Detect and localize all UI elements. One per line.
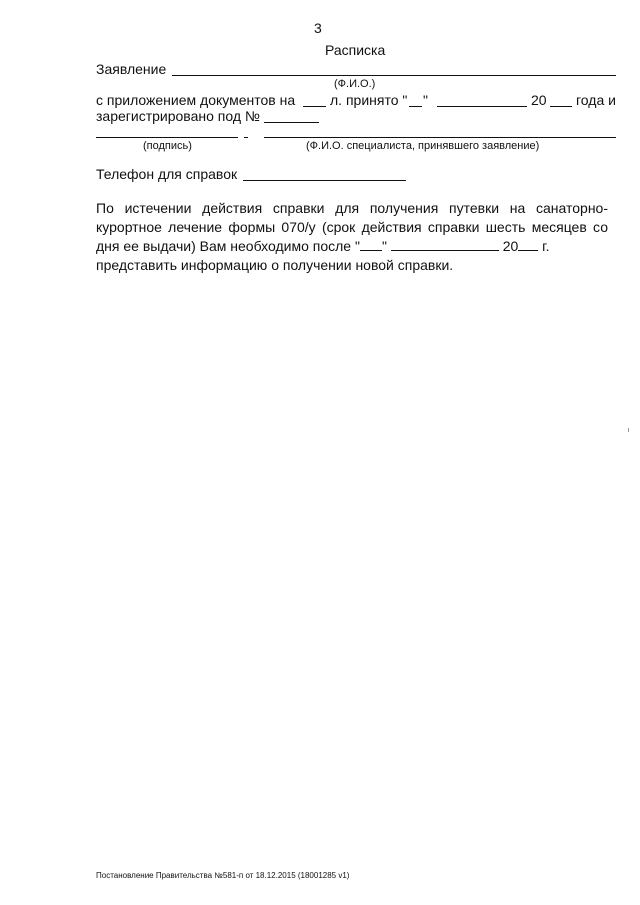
scan-mark [628,428,629,432]
specialist-caption: (Ф.И.О. специалиста, принявшего заявление) [306,140,540,152]
registered-label: зарегистрировано под № [96,108,260,124]
sheets-count-line [303,106,326,107]
fio-caption: (Ф.И.О.) [334,78,376,90]
registration-number-line [264,122,319,123]
notice-day-line [360,238,382,251]
notice-line-4: представить информацию о получении новой справки. [96,257,454,273]
accepted-year-prefix: 20 [531,92,547,108]
phone-line [243,180,406,181]
separator-dash [244,137,248,138]
notice-line-3 [96,237,608,256]
accepted-label: л. принято " [330,92,408,108]
notice-year-line [518,238,538,251]
notice-month-line [391,238,499,251]
specialist-name-line [264,137,616,138]
accepted-day-line [409,106,422,107]
notice-year-prefix: 20 [502,238,519,254]
notice-paragraph [96,199,608,275]
statement-label: Заявление [96,61,167,77]
notice-line-2: курортное лечение формы 070/у (срок действия справки шесть месяцев со [96,219,608,235]
page-number: 3 [314,20,322,36]
notice-after-label: дня ее выдачи) Вам необходимо после " [96,238,360,254]
footer-reference: Постановление Правительства №581-п от 18.12.2015 (18001285 v1) [96,871,350,880]
statement-fio-line [172,75,616,76]
phone-label: Телефон для справок [96,166,238,182]
notice-quote-close: " [381,238,387,254]
signature-line [96,137,238,138]
signature-caption: (подпись) [143,140,192,152]
document-title: Расписка [325,42,386,58]
accepted-year-line [550,106,572,107]
year-and-label: года и [576,92,616,108]
documents-attached-label: с приложением документов на [96,92,296,108]
accepted-quote-close: " [423,92,428,108]
notice-year-suffix: г. [542,238,550,254]
accepted-month-line [437,106,527,107]
notice-line-1: По истечении действия справки для получения путевки на санаторно- [96,200,608,216]
